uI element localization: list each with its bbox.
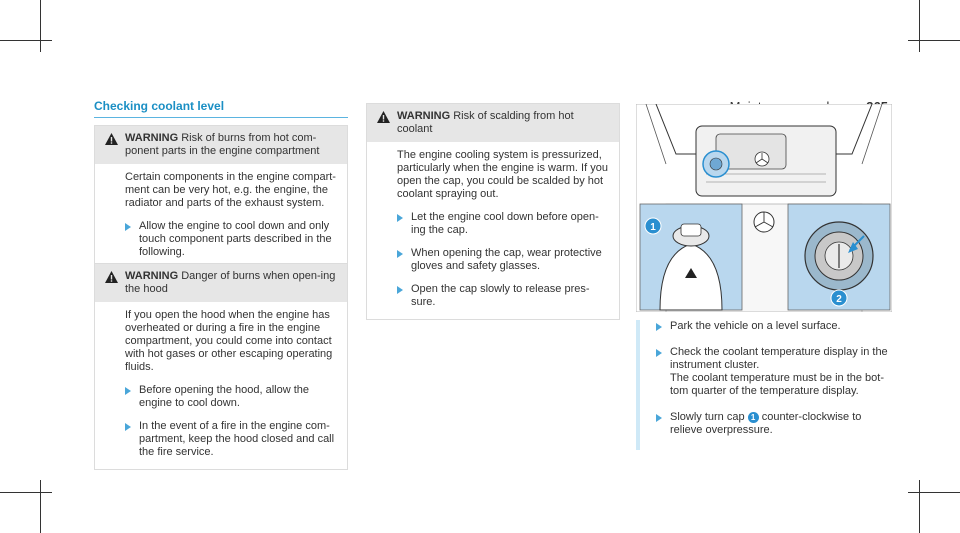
step-arrow-icon xyxy=(656,414,662,422)
step-text: Allow the engine to cool down and only touch component parts described in the following. xyxy=(139,220,332,258)
warning-triangle-icon xyxy=(377,111,390,123)
step-note: The coolant temperature must be in the bot-tom quarter of the temperature display. xyxy=(670,372,885,397)
step-text: Let the engine cool down before open-ing the cap. xyxy=(411,211,599,236)
step-arrow-icon xyxy=(656,323,662,331)
crop-mark xyxy=(40,0,41,52)
procedure-step xyxy=(656,411,892,437)
step-arrow-icon xyxy=(397,214,403,222)
warning-body xyxy=(95,302,347,469)
warning-label: WARNING xyxy=(125,132,179,144)
callout-2 xyxy=(831,290,847,306)
warning-text: Danger of burns when open-ing the hood xyxy=(125,270,336,295)
crop-mark xyxy=(919,480,920,533)
warning-header xyxy=(367,104,619,142)
procedure-step xyxy=(656,320,892,333)
warning-step xyxy=(125,420,337,459)
callout-2-label: 2 xyxy=(836,294,842,305)
warning-step xyxy=(397,211,609,237)
step-arrow-icon xyxy=(125,387,131,395)
warning-header xyxy=(95,264,347,302)
warning-label: WARNING xyxy=(125,270,179,282)
warning-step xyxy=(397,283,609,309)
step-text: Check the coolant temperature display in the instrument cluster. xyxy=(670,346,888,371)
step-arrow-icon xyxy=(125,223,131,231)
procedure-step xyxy=(656,346,892,398)
engine-compartment-figure xyxy=(636,104,892,312)
warning-box-scalding xyxy=(366,103,620,320)
warning-header xyxy=(95,126,347,164)
step-text: Park the vehicle on a level surface. xyxy=(670,320,841,332)
warning-step xyxy=(125,384,337,410)
section-title: Checking coolant level xyxy=(94,99,348,118)
procedure-steps xyxy=(636,320,892,450)
crop-mark xyxy=(0,492,52,493)
warning-description: The engine cooling system is pressurized, particularly when the engine is warm. If you open the cap, you could be scalded by hot coolant spraying out. xyxy=(397,149,608,200)
crop-mark xyxy=(40,480,41,533)
warning-description: Certain components in the engine compart-ment can be very hot, e.g. the engine, the radiator and parts of the exhaust system. xyxy=(125,171,336,209)
warning-triangle-icon xyxy=(105,133,118,145)
crop-mark xyxy=(908,492,960,493)
step-text-cont: counter-clockwise to relieve overpressure. xyxy=(670,411,862,436)
step-text: When opening the cap, wear protective gloves and safety glasses. xyxy=(411,247,602,272)
callout-1-label: 1 xyxy=(650,222,656,233)
warning-text: Risk of scalding from hot coolant xyxy=(397,110,574,135)
crop-mark xyxy=(0,40,52,41)
warning-description: If you open the hood when the engine has overheated or during a fire in the engine compartment, you could come into contact with hot gases or other escaping operating fluids. xyxy=(125,309,333,373)
crop-mark xyxy=(919,0,920,52)
step-text: Slowly turn cap xyxy=(670,411,745,423)
step-text: In the event of a fire in the engine com-partment, keep the hood closed and call the fire service. xyxy=(139,420,335,458)
step-arrow-icon xyxy=(397,286,403,294)
warning-step xyxy=(125,220,337,259)
warning-label: WARNING xyxy=(397,110,451,122)
warning-box-burns-hood xyxy=(94,263,348,470)
step-text: Before opening the hood, allow the engine to cool down. xyxy=(139,384,310,409)
warning-triangle-icon xyxy=(105,271,118,283)
warning-text: Risk of burns from hot com-ponent parts in the engine compartment xyxy=(125,132,320,157)
step-text: Open the cap slowly to release pres-sure. xyxy=(411,283,590,308)
warning-body xyxy=(95,164,347,269)
step-arrow-icon xyxy=(125,423,131,431)
step-arrow-icon xyxy=(397,250,403,258)
crop-mark xyxy=(908,40,960,41)
callout-badge-1: 1 xyxy=(748,412,759,423)
warning-box-burns-components xyxy=(94,125,348,270)
callout-1 xyxy=(645,218,661,234)
step-arrow-icon xyxy=(656,349,662,357)
warning-body xyxy=(367,142,619,319)
warning-step xyxy=(397,247,609,273)
